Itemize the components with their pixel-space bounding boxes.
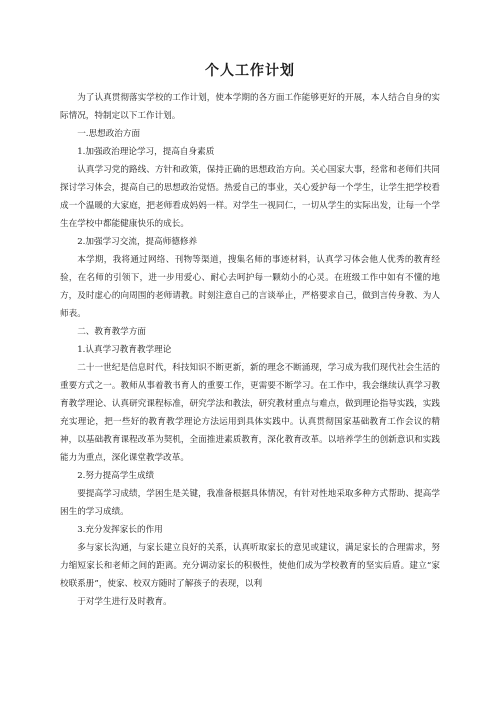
subheading-ethics: 2.加强学习交流，提高师德修养 <box>77 237 198 247</box>
paragraph-student-scores: 要提高学习成绩，学困生是关键，我准备根据具体情况，有针对性地采取多种方式帮助、提高学困生的学习成绩。 <box>60 489 440 517</box>
subheading-parents: 3.充分发挥家长的作用 <box>77 525 163 535</box>
paragraph-theory-study: 认真学习党的路线、方针和政策，保持正确的思想政治方向。关心国家大事，经常和老师们共同探讨学习体会，提高自己的思想政治觉悟。热爱自己的事业，关心爱护每一个学生，让学生把学校看成一个温暖的大家庭，把老师看成妈妈一样。对学生一视同仁，一切从学生的实际出发，让每一个学生在学校中都能健康快乐的成长。 <box>60 165 440 229</box>
subheading-student-scores: 2.努力提高学生成绩 <box>77 471 155 481</box>
paragraph-ethics: 本学期，我将通过网络、刊物等渠道，搜集名师的事迹材料，认真学习体会他人优秀的教育经验，在名师的引领下，进一步用爱心、耐心去呵护每一颗幼小的心灵。在班级工作中如有不懂的地方，及时虚心的向周围的老师请教。时刻注意自己的言谈举止，严格要求自己，做到言传身教、为人师表。 <box>60 255 440 319</box>
paragraph-parents-tail: 于对学生进行及时教育。 <box>77 597 172 607</box>
page-title: 个人工作计划 <box>205 63 295 79</box>
subheading-teaching-theory: 1.认真学习教育教学理论 <box>77 345 172 355</box>
intro-paragraph: 为了认真贯彻落实学校的工作计划，使本学期的各方面工作能够更好的开展，本人结合自身的实际情况，特制定以下工作计划。 <box>60 93 440 121</box>
section-heading-political: 一.思想政治方面 <box>77 129 141 139</box>
paragraph-teaching-theory: 二十一世纪是信息时代，科技知识不断更新，新的理念不断涌现，学习成为我们现代社会生活的重要方式之一。教师从事着教书育人的重要工作，更需要不断学习。在工作中，我会继续认真学习教育教学理论、认真研究课程标准，研究学法和教法，研究教材重点与难点，做到理论指导实践，实践充实理论，把一些好的教育教学理论方法运用到具体实践中。认真贯彻国家基础教育工作会议的精神，以基础教育课程改革为契机，全面推进素质教育，深化教育改革。以培养学生的创新意识和实践能力为重点，深化课堂教学改革。 <box>60 363 440 463</box>
section-heading-teaching: 二、教育教学方面 <box>77 327 146 337</box>
subheading-theory-study: 1.加强政治理论学习，提高自身素质 <box>77 147 215 157</box>
paragraph-parents: 多与家长沟通，与家长建立良好的关系，认真听取家长的意见或建议，满足家长的合理需求，努力缩短家长和老师之间的距离。充分调动家长的积极性，使他们成为学校教育的坚实后盾。建立“家校联系册”，使家、校双方随时了解孩子的表现，以利 <box>60 543 440 589</box>
